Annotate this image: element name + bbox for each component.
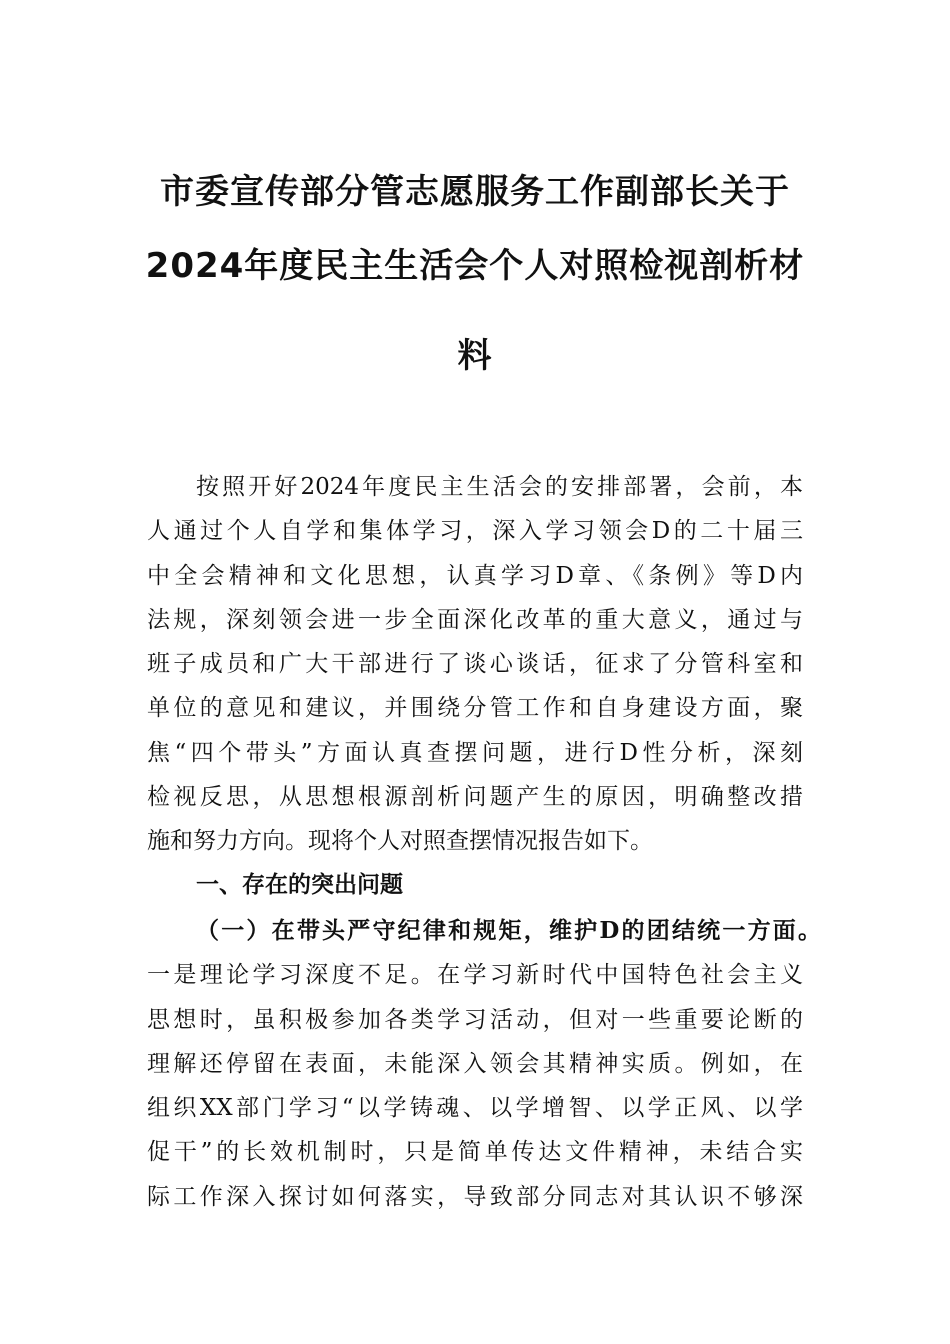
subsection-heading: （一）在带头严守纪律和规矩，维护D的团结统一方面。 — [196, 917, 821, 944]
intro-line: 按照开好2024年度民主生活会的安排部署，会前，本 — [196, 474, 803, 500]
intro-line: 人通过个人自学和集体学习，深入学习领会D的二十届三 — [147, 518, 803, 544]
intro-line: 焦“四个带头”方面认真查摆问题，进行D性分析，深刻 — [147, 740, 803, 766]
intro-line: 法规，深刻领会进一步全面深化改革的重大意义，通过与 — [147, 607, 803, 633]
document-title-line-1: 市委宣传部分管志愿服务工作副部长关于 — [160, 172, 790, 212]
body-line: 一是理论学习深度不足。在学习新时代中国特色社会主义 — [147, 962, 803, 988]
document-title-line-2: 2024年度民主生活会个人对照检视剖析材 — [145, 246, 805, 286]
intro-line: 班子成员和广大干部进行了谈心谈话，征求了分管科室和 — [147, 651, 803, 677]
intro-line: 单位的意见和建议，并围绕分管工作和自身建设方面，聚 — [147, 695, 803, 721]
intro-line: 施和努力方向。现将个人对照查摆情况报告如下。 — [147, 828, 653, 854]
body-line: 际工作深入探讨如何落实，导致部分同志对其认识不够深 — [147, 1184, 803, 1210]
body-line: 促干”的长效机制时，只是简单传达文件精神，未结合实 — [147, 1139, 803, 1165]
body-line: 思想时，虽积极参加各类学习活动，但对一些重要论断的 — [147, 1007, 803, 1033]
intro-line: 检视反思，从思想根源剖析问题产生的原因，明确整改措 — [147, 784, 803, 810]
intro-line: 中全会精神和文化思想，认真学习D章、《条例》等D内 — [147, 563, 803, 589]
body-line: 组织XX部门学习“以学铸魂、以学增智、以学正风、以学 — [147, 1095, 803, 1121]
body-line: 理解还停留在表面，未能深入领会其精神实质。例如，在 — [147, 1051, 803, 1077]
section-heading: 一、存在的突出问题 — [196, 872, 403, 898]
document-title-line-3: 料 — [457, 336, 493, 376]
